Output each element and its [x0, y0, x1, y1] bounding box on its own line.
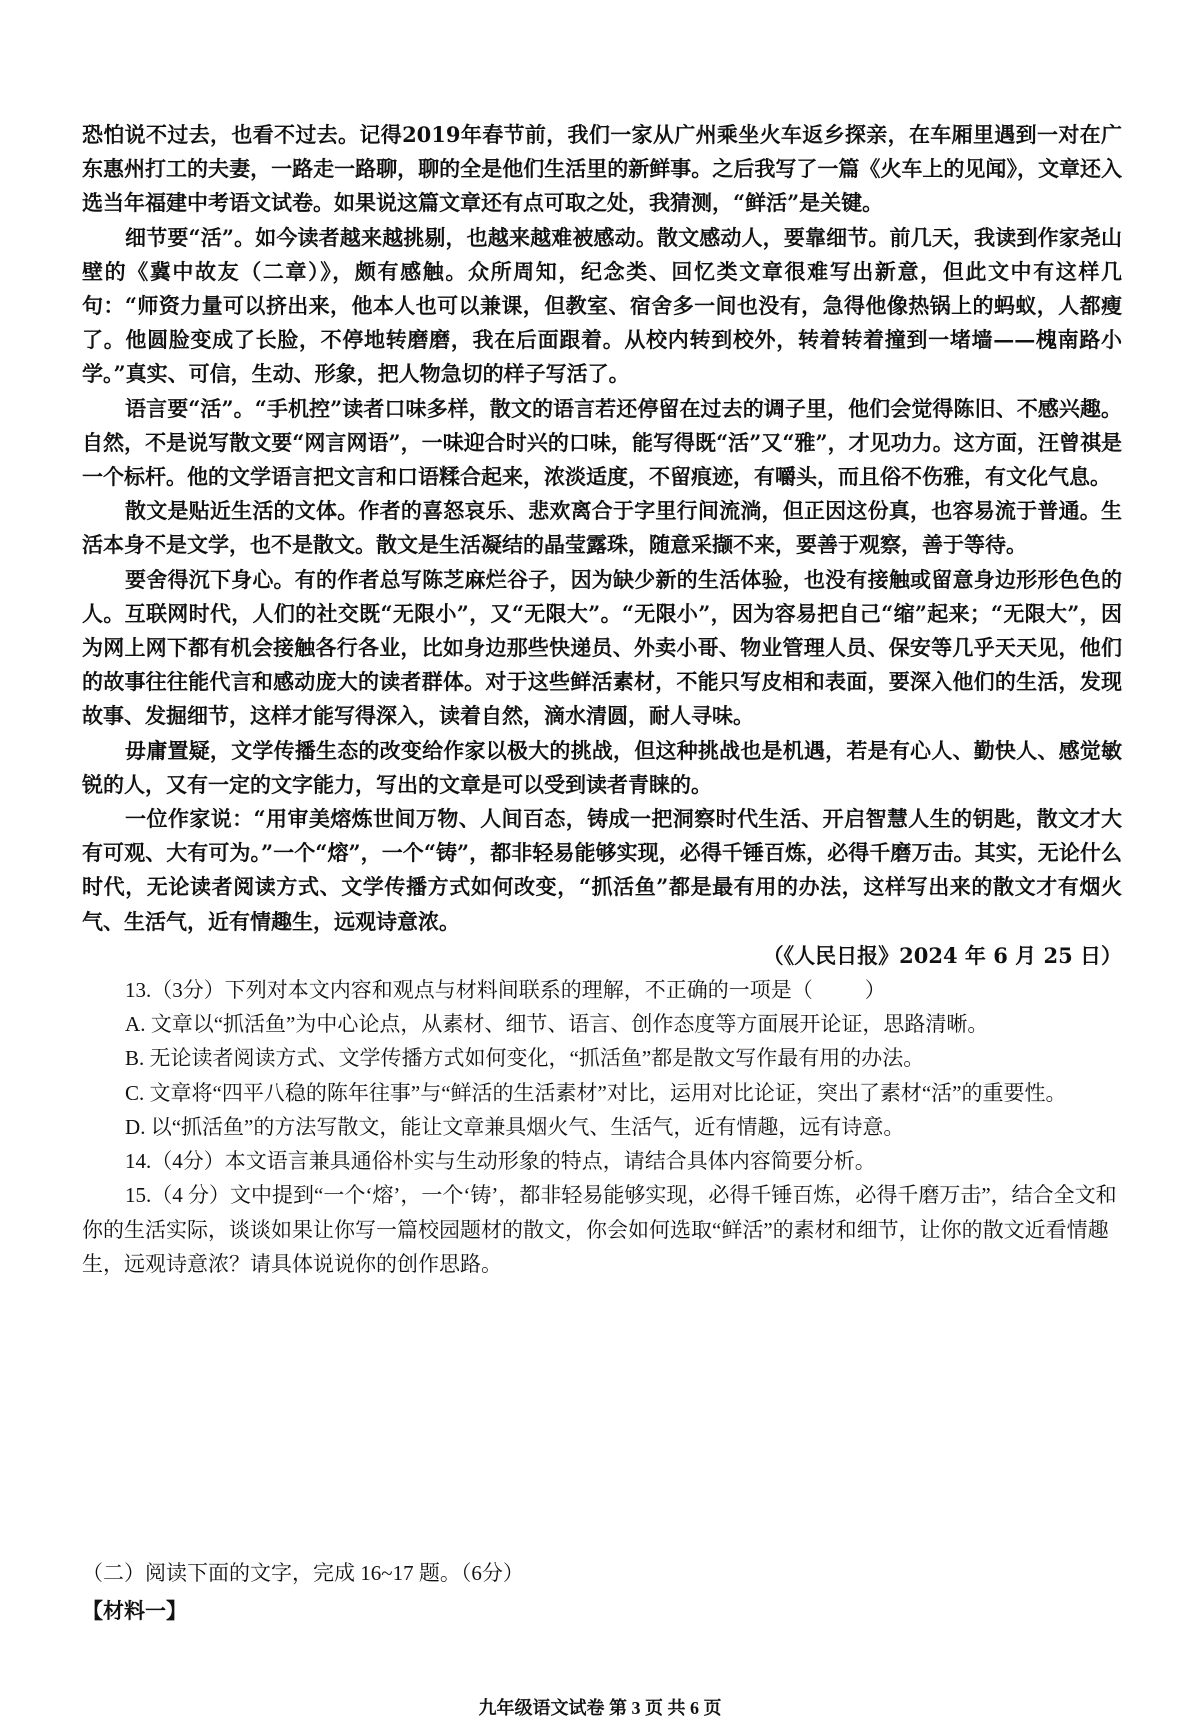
question-15: 15.（4 分）文中提到“一个‘熔’，一个‘铸’，都非轻易能够实现，必得千锤百炼，必得千磨万击”，结合全文和你的生活实际，谈谈如果让你写一篇校园题材的散文，你会如何选取“鲜活”的素材和细节，让你的散文近看情趣生，远观诗意浓？请具体说说你的创作思路。: [82, 1183, 1117, 1276]
article-paragraph-1: 恐怕说不过去，也看不过去。记得2019年春节前，我们一家从广州乘坐火车返乡探亲，在车厢里遇到一对在广东惠州打工的夫妻，一路走一路聊，聊的全是他们生活里的新鲜事。之后我写了一篇《火车上的见闻》，文章还入选当年福建中考语文试卷。如果说这篇文章还有点可取之处，我猜测，“鲜活”是关键。: [82, 122, 1122, 216]
page-footer: 九年级语文试卷 第 3 页 共 6 页: [478, 1698, 722, 1718]
article-paragraph-3: 语言要“活”。“手机控”读者口味多样，散文的语言若还停留在过去的调子里，他们会觉得陈旧、不感兴趣。自然，不是说写散文要“网言网语”，一味迎合时兴的口味，能写得既“活”又“雅”，才见功力。这方面，汪曾祺是一个标杆。他的文学语言把文言和口语糅合起来，浓淡适度，不留痕迹，有嚼头，而且俗不伤雅，有文化气息。: [82, 395, 1122, 490]
article-body: [82, 118, 1122, 1281]
question-13-stem: 13.（3分）下列对本文内容和观点与材料间联系的理解，不正确的一项是（: [125, 978, 813, 1003]
article-source: （《人民日报》2024 年 6 月 25 日）: [762, 942, 1122, 968]
material-1-heading: 【材料一】: [82, 1599, 187, 1623]
question-13-option-c: C. 文章将“四平八稳的陈年往事”与“鲜活的生活素材”对比，运用对比论证，突出了素材“活”的重要性。: [125, 1080, 1067, 1105]
question-13-option-b: B. 无论读者阅读方式、文学传播方式如何变化，“抓活鱼”都是散文写作最有用的办法。: [125, 1046, 925, 1071]
article-paragraph-7: 一位作家说：“用审美熔炼世间万物、人间百态，铸成一把洞察时代生活、开启智慧人生的钥匙，散文才大有可观、大有可为。”一个“熔”，一个“铸”，都非轻易能够实现，必得千锤百炼，必得千磨万击。其实，无论什么时代，无论读者阅读方式、文学传播方式如何改变，“抓活鱼”都是最有用的办法，这样写出来的散文才有烟火气、生活气，近有情趣生，远观诗意浓。: [82, 806, 1122, 934]
question-14: 14.（4分）本文语言兼具通俗朴实与生动形象的特点，请结合具体内容简要分析。: [125, 1149, 876, 1174]
article-paragraph-5: 要舍得沉下身心。有的作者总写陈芝麻烂谷子，因为缺少新的生活体验，也没有接触或留意身边形形色色的人。互联网时代，人们的社交既“无限小”，又“无限大”。“无限小”，因为容易把自己“缩”起来；“无限大”，因为网上网下都有机会接触各行各业，比如身边那些快递员、外卖小哥、物业管理人员、保安等几乎天天见，他们的故事往往能代言和感动庞大的读者群体。对于这些鲜活素材，不能只写皮相和表面，要深入他们的生活，发现故事、发掘细节，这样才能写得深入，读着自然，滴水清圆，耐人寻味。: [82, 566, 1122, 729]
section-2-heading: （二）阅读下面的文字，完成 16~17 题。（6分）: [82, 1561, 524, 1585]
question-13-option-d: D. 以“抓活鱼”的方法写散文，能让文章兼具烟火气、生活气，近有情趣，远有诗意。: [125, 1114, 905, 1139]
question-13-option-a: A. 文章以“抓活鱼”为中心论点，从素材、细节、语言、创作态度等方面展开论证，思路清晰。: [125, 1012, 989, 1037]
article-paragraph-2: 细节要“活”。如今读者越来越挑剔，也越来越难被感动。散文感动人，要靠细节。前几天，我读到作家尧山壁的《冀中故友（二章）》，颇有感触。众所周知，纪念类、回忆类文章很难写出新意，但此文中有这样几句：“师资力量可以挤出来，他本人也可以兼课，但教室、宿舍多一间也没有，急得他像热锅上的蚂蚁，人都瘦了。他圆脸变成了长脸，不停地转磨磨，我在后面跟着。从校内转到校外，转着转着撞到一堵墙——槐南路小学。”真实、可信，生动、形象，把人物急切的样子写活了。: [82, 224, 1122, 387]
question-13-paren-close: ）: [864, 978, 886, 1003]
article-paragraph-4: 散文是贴近生活的文体。作者的喜怒哀乐、悲欢离合于字里行间流淌，但正因这份真，也容易流于普通。生活本身不是文学，也不是散文。散文是生活凝结的晶莹露珠，随意采撷不来，要善于观察，善于等待。: [82, 498, 1122, 558]
question-13: [82, 973, 1122, 1007]
article-paragraph-6: 毋庸置疑，文学传播生态的改变给作家以极大的挑战，但这种挑战也是机遇，若是有心人、勤快人、感觉敏锐的人，又有一定的文字能力，写出的文章是可以受到读者青睐的。: [82, 737, 1122, 797]
